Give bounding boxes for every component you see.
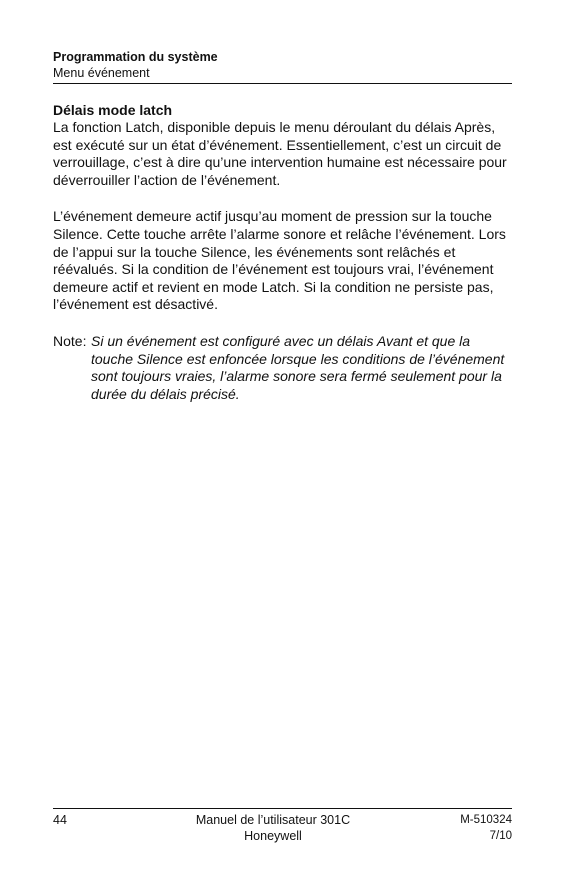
footer-right	[460, 812, 512, 844]
company-name: Honeywell	[244, 829, 302, 843]
footer-divider	[53, 808, 512, 809]
header-divider	[53, 83, 512, 84]
paragraph-event-active: L’événement demeure actif jusqu’au moment de pression sur la touche Silence. Cette touche arrête l’alarme sonore et relâche l’événement. Lors de l’appui sur la touche Silence, les événements sont relâchés et réévalués. Si la condition de l’événement est toujours vrai, l’événement demeure actif et revient en mode Latch. Si la condition ne persiste pas, l’événement est désactivé.	[53, 208, 506, 313]
manual-title: Manuel de l’utilisateur 301C	[195, 813, 351, 827]
page-footer	[53, 812, 512, 848]
header-title: Programmation du système	[53, 50, 218, 64]
section-title: Délais mode latch	[53, 102, 173, 118]
note-block	[53, 333, 513, 403]
document-date: 7/10	[489, 830, 512, 842]
main-content	[53, 101, 513, 403]
header-subtitle: Menu événement	[53, 66, 150, 80]
footer-center	[163, 812, 383, 844]
note-label: Note:	[53, 332, 87, 349]
document-number: M-510324	[460, 814, 512, 826]
note-text: Si un événement est configuré avec un délais Avant et que la touche Silence est enfoncée lorsque les conditions de l’événement sont toujours vraies, l’alarme sonore sera fermé seulement pour la durée du délais précisé.	[91, 332, 505, 402]
paragraph-latch-function: La fonction Latch, disponible depuis le menu déroulant du délais Après, est exécuté sur un état d’événement. Essentiellement, c’est un circuit de verrouillage, c’est à dire qu’une intervention humaine est nécessaire pour déverrouiller l’action de l’événement.	[53, 119, 507, 188]
page-number: 44	[53, 813, 67, 827]
page-header	[53, 49, 512, 81]
